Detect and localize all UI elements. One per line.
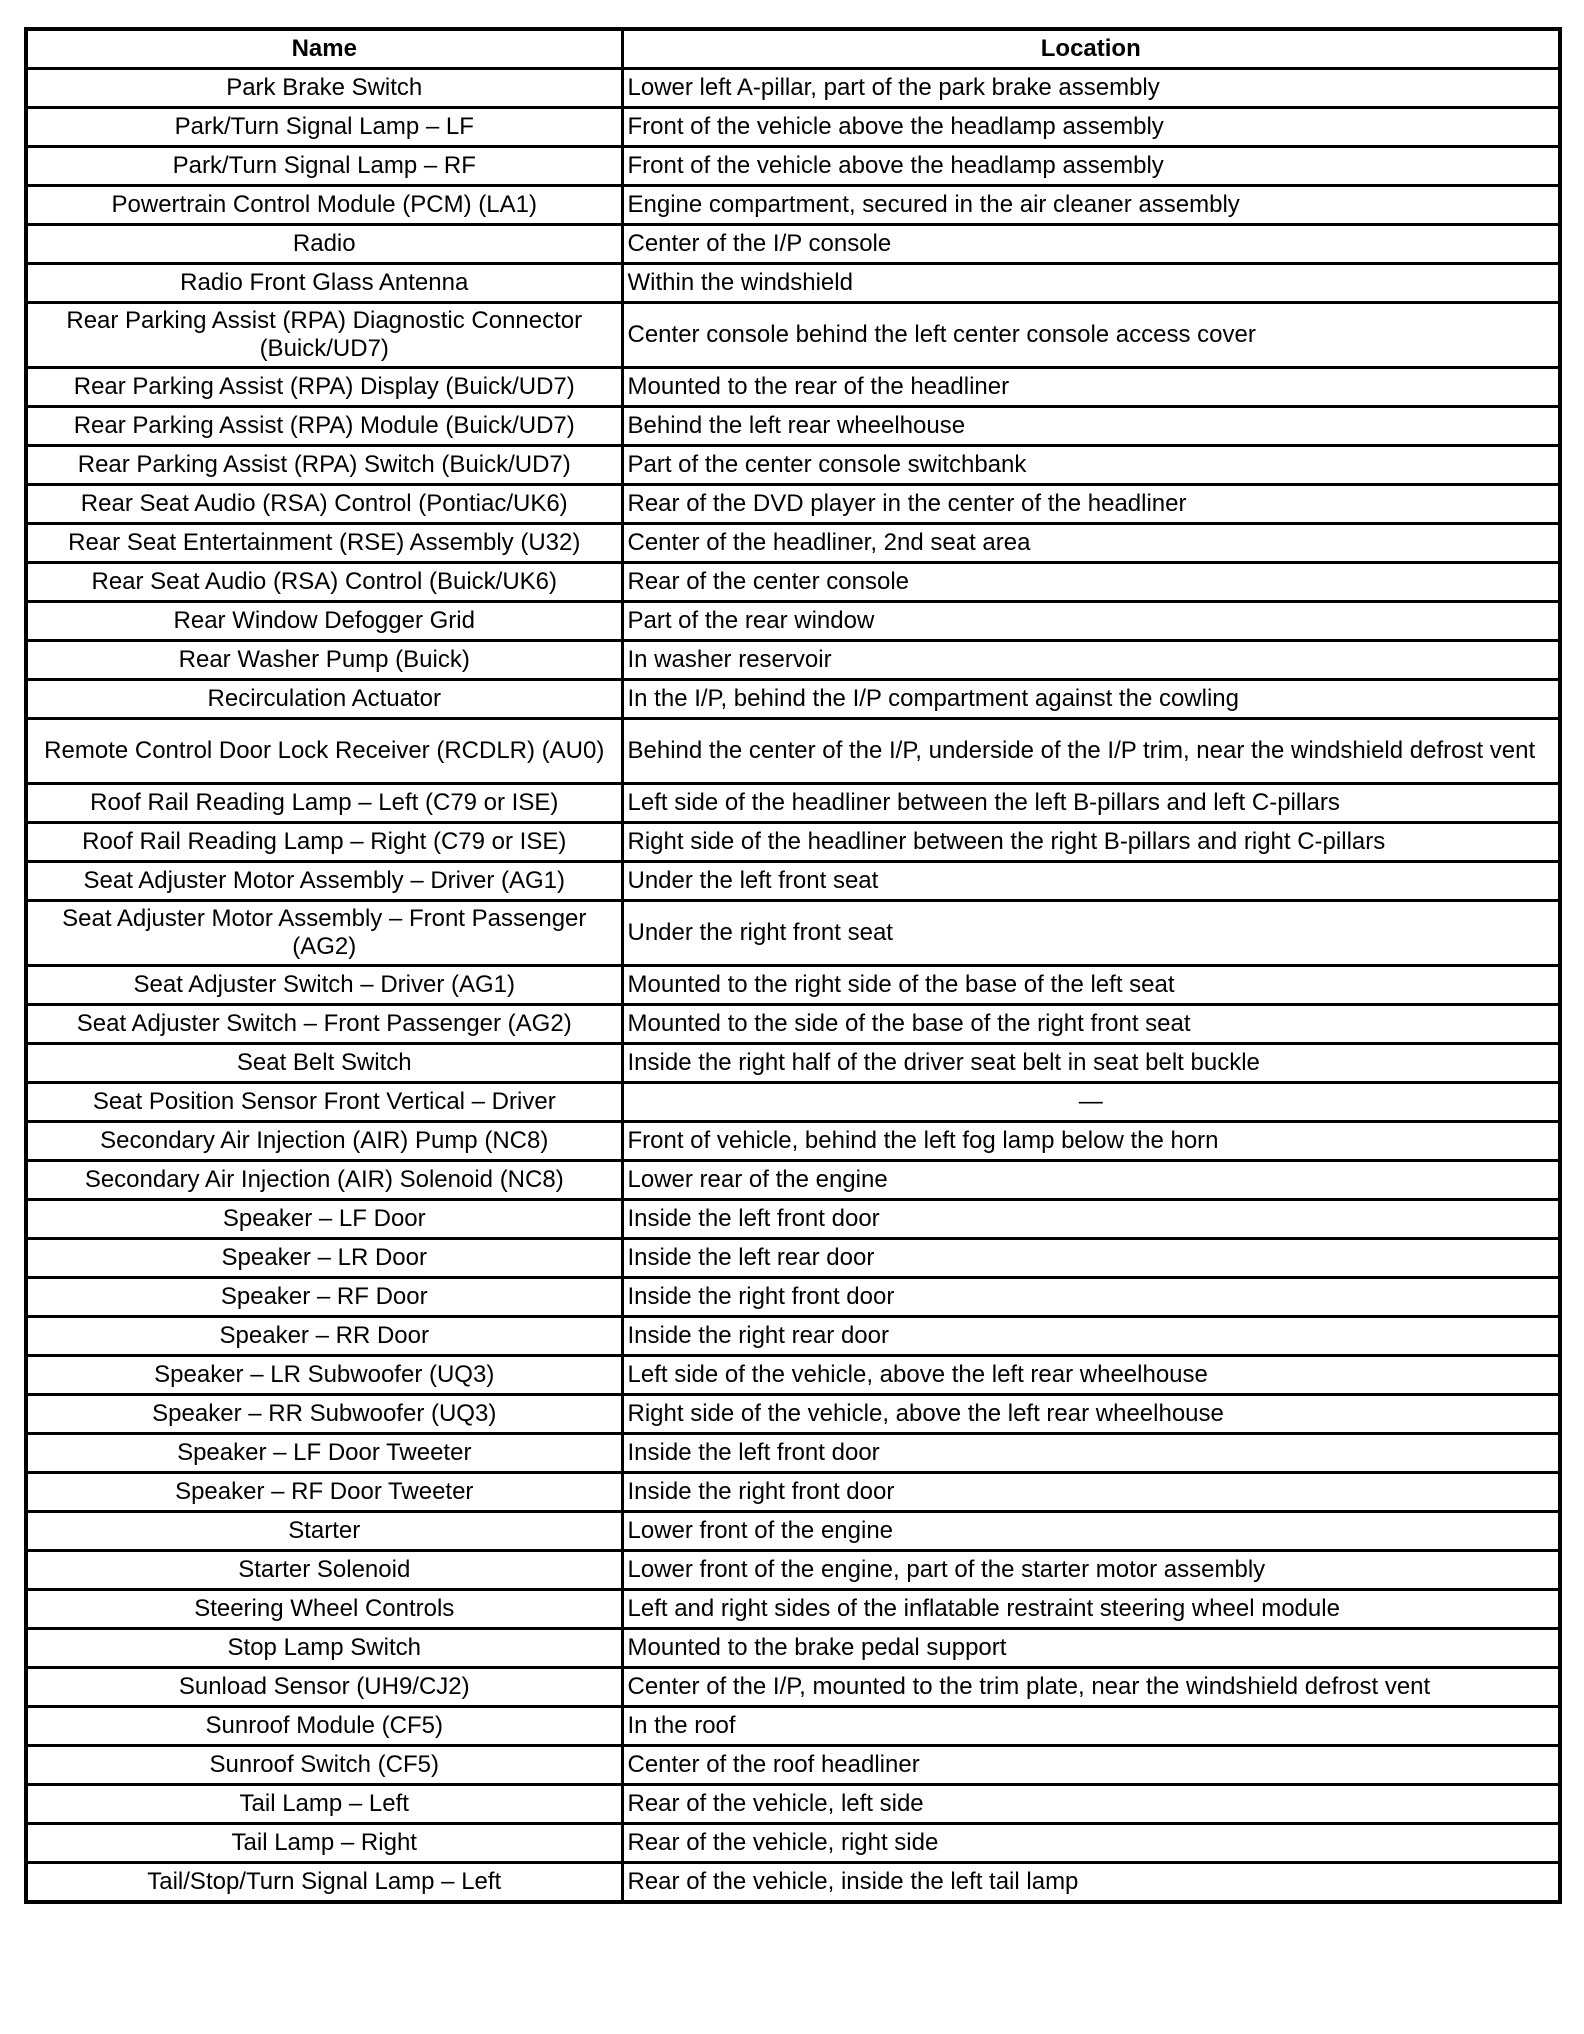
component-location-cell: Lower front of the engine, part of the starter motor assembly <box>622 1551 1560 1590</box>
table-row <box>26 1122 1560 1161</box>
component-name-cell: Speaker – LR Subwoofer (UQ3) <box>26 1356 622 1395</box>
component-location-cell: Inside the right half of the driver seat belt in seat belt buckle <box>622 1044 1560 1083</box>
component-name-cell: Tail/Stop/Turn Signal Lamp – Left <box>26 1863 622 1903</box>
component-name-cell: Seat Belt Switch <box>26 1044 622 1083</box>
component-location-cell: Center of the I/P, mounted to the trim plate, near the windshield defrost vent <box>622 1668 1560 1707</box>
table-row <box>26 784 1560 823</box>
table-row <box>26 1629 1560 1668</box>
component-location-cell: Lower rear of the engine <box>622 1161 1560 1200</box>
component-name-cell: Speaker – LF Door <box>26 1200 622 1239</box>
component-name-cell: Rear Seat Entertainment (RSE) Assembly (U32) <box>26 524 622 563</box>
component-location-cell: Under the left front seat <box>622 862 1560 901</box>
component-location-cell: Behind the left rear wheelhouse <box>622 407 1560 446</box>
component-name-cell: Powertrain Control Module (PCM) (LA1) <box>26 186 622 225</box>
component-name-cell: Speaker – RF Door Tweeter <box>26 1473 622 1512</box>
table-row <box>26 823 1560 862</box>
table-row <box>26 1590 1560 1629</box>
component-location-cell: Center of the roof headliner <box>622 1746 1560 1785</box>
component-location-cell: Lower front of the engine <box>622 1512 1560 1551</box>
table-row <box>26 641 1560 680</box>
table-row <box>26 680 1560 719</box>
component-name-cell: Speaker – RR Door <box>26 1317 622 1356</box>
table-row <box>26 1434 1560 1473</box>
component-name-cell: Park/Turn Signal Lamp – RF <box>26 147 622 186</box>
component-location-cell: Mounted to the side of the base of the right front seat <box>622 1005 1560 1044</box>
header-name: Name <box>26 29 622 69</box>
table-row <box>26 225 1560 264</box>
table-row <box>26 1200 1560 1239</box>
component-location-cell: Within the windshield <box>622 264 1560 303</box>
component-location-cell: Inside the left front door <box>622 1434 1560 1473</box>
component-name-cell: Steering Wheel Controls <box>26 1590 622 1629</box>
component-location-cell: Inside the left front door <box>622 1200 1560 1239</box>
table-row <box>26 1863 1560 1903</box>
component-location-cell: In the roof <box>622 1707 1560 1746</box>
table-row <box>26 1083 1560 1122</box>
table-row <box>26 108 1560 147</box>
component-location-cell: Inside the right front door <box>622 1278 1560 1317</box>
component-name-cell: Seat Adjuster Switch – Front Passenger (AG2) <box>26 1005 622 1044</box>
table-row <box>26 368 1560 407</box>
component-name-cell: Seat Adjuster Switch – Driver (AG1) <box>26 966 622 1005</box>
component-name-cell: Park Brake Switch <box>26 69 622 108</box>
table-row <box>26 719 1560 784</box>
table-row <box>26 602 1560 641</box>
component-name-cell: Tail Lamp – Left <box>26 1785 622 1824</box>
component-name-cell: Seat Position Sensor Front Vertical – Driver <box>26 1083 622 1122</box>
table-row <box>26 147 1560 186</box>
component-name-cell: Roof Rail Reading Lamp – Left (C79 or ISE) <box>26 784 622 823</box>
component-location-cell: Left side of the vehicle, above the left rear wheelhouse <box>622 1356 1560 1395</box>
component-location-cell: In washer reservoir <box>622 641 1560 680</box>
table-row <box>26 524 1560 563</box>
component-location-cell: Mounted to the rear of the headliner <box>622 368 1560 407</box>
component-name-cell: Speaker – RR Subwoofer (UQ3) <box>26 1395 622 1434</box>
component-location-cell: Center console behind the left center console access cover <box>622 303 1560 368</box>
component-location-cell: Right side of the vehicle, above the left rear wheelhouse <box>622 1395 1560 1434</box>
component-location-cell: Mounted to the brake pedal support <box>622 1629 1560 1668</box>
component-location-cell: Under the right front seat <box>622 901 1560 966</box>
table-row <box>26 1395 1560 1434</box>
component-location-cell: Rear of the vehicle, right side <box>622 1824 1560 1863</box>
table-row <box>26 446 1560 485</box>
table-row <box>26 1356 1560 1395</box>
component-name-cell: Seat Adjuster Motor Assembly – Driver (AG1) <box>26 862 622 901</box>
component-name-cell: Remote Control Door Lock Receiver (RCDLR) (AU0) <box>26 719 622 784</box>
component-name-cell: Rear Window Defogger Grid <box>26 602 622 641</box>
table-row <box>26 1785 1560 1824</box>
component-location-cell: Rear of the center console <box>622 563 1560 602</box>
component-location-cell: Mounted to the right side of the base of the left seat <box>622 966 1560 1005</box>
component-name-cell: Radio Front Glass Antenna <box>26 264 622 303</box>
component-name-cell: Rear Seat Audio (RSA) Control (Buick/UK6) <box>26 563 622 602</box>
component-location-cell: Front of the vehicle above the headlamp assembly <box>622 147 1560 186</box>
component-name-cell: Tail Lamp – Right <box>26 1824 622 1863</box>
table-row <box>26 485 1560 524</box>
table-row <box>26 1824 1560 1863</box>
table-row <box>26 966 1560 1005</box>
component-location-cell: Inside the right rear door <box>622 1317 1560 1356</box>
component-name-cell: Rear Seat Audio (RSA) Control (Pontiac/UK6) <box>26 485 622 524</box>
component-name-cell: Rear Parking Assist (RPA) Diagnostic Connector (Buick/UD7) <box>26 303 622 368</box>
table-row <box>26 1707 1560 1746</box>
table-row <box>26 1005 1560 1044</box>
component-location-cell: Right side of the headliner between the right B-pillars and right C-pillars <box>622 823 1560 862</box>
table-row <box>26 1278 1560 1317</box>
component-name-cell: Stop Lamp Switch <box>26 1629 622 1668</box>
table-row <box>26 407 1560 446</box>
component-location-cell: Inside the left rear door <box>622 1239 1560 1278</box>
component-location-cell: Rear of the vehicle, inside the left tail lamp <box>622 1863 1560 1903</box>
table-header-row <box>26 29 1560 69</box>
component-name-cell: Sunload Sensor (UH9/CJ2) <box>26 1668 622 1707</box>
table-row <box>26 563 1560 602</box>
component-location-cell: Left and right sides of the inflatable restraint steering wheel module <box>622 1590 1560 1629</box>
table-row <box>26 901 1560 966</box>
component-location-cell: Rear of the vehicle, left side <box>622 1785 1560 1824</box>
component-location-cell: Part of the rear window <box>622 602 1560 641</box>
component-location-cell: Center of the headliner, 2nd seat area <box>622 524 1560 563</box>
component-name-cell: Seat Adjuster Motor Assembly – Front Passenger (AG2) <box>26 901 622 966</box>
component-name-cell: Rear Washer Pump (Buick) <box>26 641 622 680</box>
component-location-cell: Behind the center of the I/P, underside of the I/P trim, near the windshield defrost vent <box>622 719 1560 784</box>
table-row <box>26 1746 1560 1785</box>
table-row <box>26 1551 1560 1590</box>
component-name-cell: Park/Turn Signal Lamp – LF <box>26 108 622 147</box>
component-name-cell: Speaker – LF Door Tweeter <box>26 1434 622 1473</box>
component-location-cell: Inside the right front door <box>622 1473 1560 1512</box>
component-name-cell: Roof Rail Reading Lamp – Right (C79 or ISE) <box>26 823 622 862</box>
table-row <box>26 1239 1560 1278</box>
component-location-cell: Front of the vehicle above the headlamp assembly <box>622 108 1560 147</box>
component-name-cell: Starter Solenoid <box>26 1551 622 1590</box>
component-name-cell: Sunroof Switch (CF5) <box>26 1746 622 1785</box>
component-name-cell: Recirculation Actuator <box>26 680 622 719</box>
component-name-cell: Secondary Air Injection (AIR) Solenoid (NC8) <box>26 1161 622 1200</box>
component-name-cell: Rear Parking Assist (RPA) Display (Buick/UD7) <box>26 368 622 407</box>
component-location-cell: Left side of the headliner between the left B-pillars and left C-pillars <box>622 784 1560 823</box>
component-name-cell: Speaker – RF Door <box>26 1278 622 1317</box>
component-location-cell: Front of vehicle, behind the left fog lamp below the horn <box>622 1122 1560 1161</box>
table-row <box>26 69 1560 108</box>
table-row <box>26 1512 1560 1551</box>
component-name-cell: Radio <box>26 225 622 264</box>
table-row <box>26 1161 1560 1200</box>
component-name-cell: Starter <box>26 1512 622 1551</box>
table-row <box>26 862 1560 901</box>
component-location-cell: In the I/P, behind the I/P compartment against the cowling <box>622 680 1560 719</box>
table-row <box>26 1044 1560 1083</box>
table-row <box>26 264 1560 303</box>
component-location-cell: Rear of the DVD player in the center of the headliner <box>622 485 1560 524</box>
component-location-cell: Center of the I/P console <box>622 225 1560 264</box>
header-location: Location <box>622 29 1560 69</box>
table-row <box>26 1317 1560 1356</box>
component-name-cell: Sunroof Module (CF5) <box>26 1707 622 1746</box>
table-row <box>26 303 1560 368</box>
component-location-cell: Lower left A-pillar, part of the park brake assembly <box>622 69 1560 108</box>
component-name-cell: Speaker – LR Door <box>26 1239 622 1278</box>
component-location-table <box>24 27 1562 1904</box>
table-row <box>26 1473 1560 1512</box>
table-row <box>26 186 1560 225</box>
table-row <box>26 1668 1560 1707</box>
component-location-cell: Part of the center console switchbank <box>622 446 1560 485</box>
component-location-cell: Engine compartment, secured in the air cleaner assembly <box>622 186 1560 225</box>
component-name-cell: Rear Parking Assist (RPA) Module (Buick/UD7) <box>26 407 622 446</box>
component-name-cell: Rear Parking Assist (RPA) Switch (Buick/UD7) <box>26 446 622 485</box>
component-location-cell: — <box>622 1083 1560 1122</box>
component-name-cell: Secondary Air Injection (AIR) Pump (NC8) <box>26 1122 622 1161</box>
